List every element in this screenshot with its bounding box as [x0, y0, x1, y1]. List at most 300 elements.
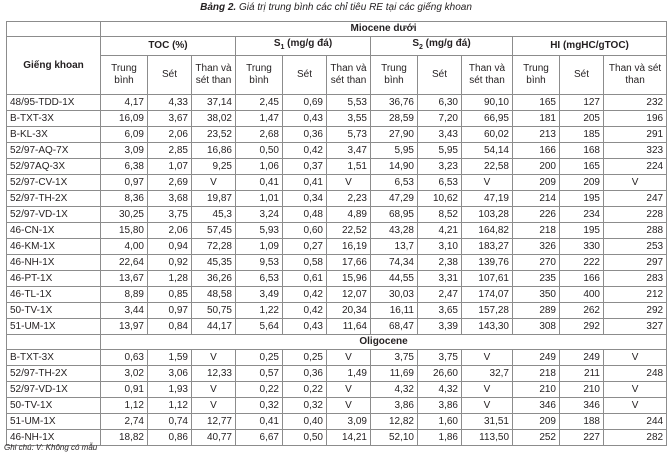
well-name-cell: 52/97-VD-1X — [7, 382, 101, 398]
value-cell: 45,35 — [192, 255, 236, 271]
well-name-cell: 46-PT-1X — [7, 271, 101, 287]
value-cell: 3,31 — [418, 271, 462, 287]
value-cell: 327 — [604, 319, 667, 335]
value-cell: 244 — [604, 414, 667, 430]
value-cell: 157,28 — [462, 303, 513, 319]
value-cell: 45,3 — [192, 207, 236, 223]
well-name-cell: 52/97-CV-1X — [7, 175, 101, 191]
value-cell: 103,28 — [462, 207, 513, 223]
well-name-cell: 50-TV-1X — [7, 303, 101, 319]
value-cell: 14,21 — [327, 430, 371, 446]
value-cell: 2,06 — [148, 223, 192, 239]
value-cell: 22,52 — [327, 223, 371, 239]
value-cell: 0,43 — [283, 319, 327, 335]
table-row — [7, 366, 667, 382]
table-row — [7, 239, 667, 255]
value-cell: V — [462, 350, 513, 366]
value-cell: 2,69 — [148, 175, 192, 191]
value-cell: 224 — [604, 159, 667, 175]
value-cell: 3,02 — [101, 366, 148, 382]
value-cell: 8,52 — [418, 207, 462, 223]
value-cell: 227 — [560, 430, 604, 446]
value-cell: 253 — [604, 239, 667, 255]
value-cell: 12,82 — [371, 414, 418, 430]
value-cell: 17,66 — [327, 255, 371, 271]
table-row — [7, 303, 667, 319]
value-cell: 3,44 — [101, 303, 148, 319]
subheader-cell: Than và sét than — [327, 56, 371, 95]
value-cell: 90,10 — [462, 95, 513, 111]
value-cell: 0,42 — [283, 303, 327, 319]
value-cell: 3,75 — [148, 207, 192, 223]
value-cell: 44,17 — [192, 319, 236, 335]
value-cell: 11,69 — [371, 366, 418, 382]
value-cell: 0,41 — [236, 414, 283, 430]
value-cell: 0,42 — [283, 143, 327, 159]
well-name-cell: 51-UM-1X — [7, 414, 101, 430]
subheader-cell: Than và sét than — [604, 56, 667, 95]
value-cell: V — [192, 398, 236, 414]
value-cell: 23,52 — [192, 127, 236, 143]
table-row — [7, 111, 667, 127]
table-row — [7, 350, 667, 366]
value-cell: 13,67 — [101, 271, 148, 287]
well-name-cell: 46-CN-1X — [7, 223, 101, 239]
value-cell: 3,55 — [327, 111, 371, 127]
value-cell: 6,30 — [418, 95, 462, 111]
value-cell: 5,73 — [327, 127, 371, 143]
value-cell: 107,61 — [462, 271, 513, 287]
well-name-cell: 52/97AQ-3X — [7, 159, 101, 175]
table-row — [7, 191, 667, 207]
value-cell: 0,41 — [236, 175, 283, 191]
value-cell: 11,64 — [327, 319, 371, 335]
value-cell: 0,36 — [283, 127, 327, 143]
value-cell: 166 — [560, 271, 604, 287]
well-name-cell: 52/97-AQ-7X — [7, 143, 101, 159]
value-cell: 3,06 — [148, 366, 192, 382]
subheader-cell: Sét — [560, 56, 604, 95]
value-cell: 72,28 — [192, 239, 236, 255]
value-cell: 3,43 — [418, 127, 462, 143]
subheader-cell: Sét — [148, 56, 192, 95]
value-cell: 235 — [513, 271, 560, 287]
subheader-cell: Trung bình — [101, 56, 148, 95]
value-cell: 248 — [604, 366, 667, 382]
well-name-cell: 48/95-TDD-1X — [7, 95, 101, 111]
value-cell: 32,7 — [462, 366, 513, 382]
value-cell: 36,26 — [192, 271, 236, 287]
value-cell: 6,09 — [101, 127, 148, 143]
value-cell: 323 — [604, 143, 667, 159]
value-cell: 308 — [513, 319, 560, 335]
footnote: Ghi chú: V: Không có mẫu — [4, 443, 98, 452]
value-cell: 282 — [604, 430, 667, 446]
value-cell: 6,53 — [371, 175, 418, 191]
value-cell: 0,27 — [283, 239, 327, 255]
value-cell: 166 — [513, 143, 560, 159]
value-cell: 183,27 — [462, 239, 513, 255]
value-cell: 0,91 — [101, 382, 148, 398]
value-cell: 8,36 — [101, 191, 148, 207]
value-cell: V — [462, 398, 513, 414]
value-cell: 8,89 — [101, 287, 148, 303]
section-header-row — [7, 22, 667, 37]
value-cell: 0,48 — [283, 207, 327, 223]
subheader-cell: Trung bình — [236, 56, 283, 95]
value-cell: 44,55 — [371, 271, 418, 287]
value-cell: 210 — [560, 382, 604, 398]
value-cell: 249 — [513, 350, 560, 366]
table-caption — [0, 2, 672, 14]
value-cell: 209 — [513, 175, 560, 191]
group-hi: HI (mgHC/gTOC) — [513, 37, 667, 56]
value-cell: 16,11 — [371, 303, 418, 319]
well-name-cell: 46-NH-1X — [7, 430, 101, 446]
section-header-row — [7, 335, 667, 350]
value-cell: 2,23 — [327, 191, 371, 207]
value-cell: 4,17 — [101, 95, 148, 111]
value-cell: 3,86 — [418, 398, 462, 414]
value-cell: V — [327, 175, 371, 191]
value-cell: 2,68 — [236, 127, 283, 143]
value-cell: V — [192, 350, 236, 366]
value-cell: 292 — [604, 303, 667, 319]
subheader-cell: Trung bình — [371, 56, 418, 95]
value-cell: 9,53 — [236, 255, 283, 271]
value-cell: V — [192, 175, 236, 191]
subheader-cell: Trung bình — [513, 56, 560, 95]
value-cell: 252 — [513, 430, 560, 446]
section-oligocene: Oligocene — [101, 335, 667, 350]
value-cell: 2,06 — [148, 127, 192, 143]
value-cell: 27,90 — [371, 127, 418, 143]
well-name-cell: B-TXT-3X — [7, 111, 101, 127]
table-row — [7, 414, 667, 430]
value-cell: 400 — [560, 287, 604, 303]
value-cell: 47,19 — [462, 191, 513, 207]
value-cell: 127 — [560, 95, 604, 111]
value-cell: 181 — [513, 111, 560, 127]
value-cell: 168 — [560, 143, 604, 159]
value-cell: 22,64 — [101, 255, 148, 271]
value-cell: 228 — [604, 207, 667, 223]
value-cell: 0,22 — [236, 382, 283, 398]
table-row — [7, 175, 667, 191]
table-row — [7, 255, 667, 271]
value-cell: 0,61 — [283, 271, 327, 287]
value-cell: 31,51 — [462, 414, 513, 430]
value-cell: V — [604, 175, 667, 191]
value-cell: 3,39 — [418, 319, 462, 335]
value-cell: 209 — [513, 414, 560, 430]
value-cell: 54,14 — [462, 143, 513, 159]
well-name-cell: 52/97-TH-2X — [7, 191, 101, 207]
value-cell: 3,75 — [371, 350, 418, 366]
value-cell: 14,90 — [371, 159, 418, 175]
value-cell: 188 — [560, 414, 604, 430]
value-cell: 16,09 — [101, 111, 148, 127]
value-cell: 247 — [604, 191, 667, 207]
value-cell: 2,38 — [418, 255, 462, 271]
value-cell: 0,57 — [236, 366, 283, 382]
value-cell: 326 — [513, 239, 560, 255]
well-name-cell: 52/97-TH-2X — [7, 366, 101, 382]
well-name-cell: 46-TL-1X — [7, 287, 101, 303]
value-cell: 222 — [560, 255, 604, 271]
value-cell: 0,84 — [148, 319, 192, 335]
value-cell: 0,42 — [283, 287, 327, 303]
value-cell: 57,45 — [192, 223, 236, 239]
value-cell: 1,51 — [327, 159, 371, 175]
value-cell: 0,32 — [236, 398, 283, 414]
value-cell: 3,86 — [371, 398, 418, 414]
value-cell: 0,92 — [148, 255, 192, 271]
value-cell: 1,93 — [148, 382, 192, 398]
table-row — [7, 207, 667, 223]
value-cell: 1,49 — [327, 366, 371, 382]
value-cell: 3,24 — [236, 207, 283, 223]
blank-cell — [7, 335, 101, 350]
value-cell: 12,77 — [192, 414, 236, 430]
value-cell: 185 — [560, 127, 604, 143]
value-cell: 13,7 — [371, 239, 418, 255]
value-cell: 6,67 — [236, 430, 283, 446]
value-cell: 2,85 — [148, 143, 192, 159]
value-cell: 212 — [604, 287, 667, 303]
value-cell: 195 — [560, 223, 604, 239]
subheader-cell: Than và sét than — [462, 56, 513, 95]
value-cell: 297 — [604, 255, 667, 271]
value-cell: 0,36 — [283, 366, 327, 382]
value-cell: 13,97 — [101, 319, 148, 335]
value-cell: V — [462, 382, 513, 398]
table-row — [7, 287, 667, 303]
value-cell: 0,40 — [283, 414, 327, 430]
value-cell: 19,87 — [192, 191, 236, 207]
value-cell: 0,74 — [148, 414, 192, 430]
table-row — [7, 430, 667, 446]
value-cell: 330 — [560, 239, 604, 255]
value-cell: 68,95 — [371, 207, 418, 223]
value-cell: 6,38 — [101, 159, 148, 175]
value-cell: 3,09 — [101, 143, 148, 159]
value-cell: 0,32 — [283, 398, 327, 414]
value-cell: 346 — [513, 398, 560, 414]
value-cell: 22,58 — [462, 159, 513, 175]
value-cell: 74,34 — [371, 255, 418, 271]
value-cell: 249 — [560, 350, 604, 366]
value-cell: 1,86 — [418, 430, 462, 446]
value-cell: 12,33 — [192, 366, 236, 382]
value-cell: 0,85 — [148, 287, 192, 303]
value-cell: 1,12 — [101, 398, 148, 414]
value-cell: 0,22 — [283, 382, 327, 398]
results-table — [6, 21, 667, 446]
value-cell: 9,25 — [192, 159, 236, 175]
value-cell: 195 — [560, 191, 604, 207]
value-cell: 3,47 — [327, 143, 371, 159]
table-row — [7, 143, 667, 159]
value-cell: 5,53 — [327, 95, 371, 111]
well-name-cell: 50-TV-1X — [7, 398, 101, 414]
value-cell: 1,60 — [418, 414, 462, 430]
value-cell: 52,10 — [371, 430, 418, 446]
value-cell: 0,37 — [283, 159, 327, 175]
well-column-header: Giếng khoan — [7, 37, 101, 95]
value-cell: V — [327, 382, 371, 398]
value-cell: 5,95 — [371, 143, 418, 159]
value-cell: 232 — [604, 95, 667, 111]
table-row — [7, 398, 667, 414]
value-cell: 5,64 — [236, 319, 283, 335]
value-cell: 262 — [560, 303, 604, 319]
value-cell: 226 — [513, 207, 560, 223]
table-row — [7, 95, 667, 111]
value-cell: 4,32 — [418, 382, 462, 398]
value-cell: 4,32 — [371, 382, 418, 398]
value-cell: 4,89 — [327, 207, 371, 223]
value-cell: 16,86 — [192, 143, 236, 159]
value-cell: 4,33 — [148, 95, 192, 111]
table-row — [7, 223, 667, 239]
table-body — [7, 22, 667, 446]
value-cell: 0,86 — [148, 430, 192, 446]
value-cell: 16,19 — [327, 239, 371, 255]
value-cell: 3,23 — [418, 159, 462, 175]
table-row — [7, 127, 667, 143]
value-cell: 0,43 — [283, 111, 327, 127]
value-cell: 0,97 — [148, 303, 192, 319]
value-cell: V — [604, 350, 667, 366]
value-cell: 3,67 — [148, 111, 192, 127]
value-cell: 143,30 — [462, 319, 513, 335]
value-cell: 291 — [604, 127, 667, 143]
table-row — [7, 159, 667, 175]
value-cell: 211 — [560, 366, 604, 382]
value-cell: 165 — [560, 159, 604, 175]
value-cell: 3,49 — [236, 287, 283, 303]
group-toc: TOC (%) — [101, 37, 236, 56]
value-cell: V — [192, 382, 236, 398]
value-cell: 0,94 — [148, 239, 192, 255]
table-row — [7, 319, 667, 335]
subheader-row — [7, 56, 667, 95]
value-cell: 213 — [513, 127, 560, 143]
value-cell: 234 — [560, 207, 604, 223]
value-cell: 139,76 — [462, 255, 513, 271]
value-cell: 5,95 — [418, 143, 462, 159]
value-cell: 5,93 — [236, 223, 283, 239]
value-cell: 196 — [604, 111, 667, 127]
value-cell: 1,12 — [148, 398, 192, 414]
table-row — [7, 271, 667, 287]
group-header-row — [7, 37, 667, 56]
value-cell: 0,50 — [283, 430, 327, 446]
value-cell: 38,02 — [192, 111, 236, 127]
value-cell: V — [462, 175, 513, 191]
value-cell: 3,65 — [418, 303, 462, 319]
value-cell: 0,41 — [283, 175, 327, 191]
value-cell: 66,95 — [462, 111, 513, 127]
value-cell: 3,10 — [418, 239, 462, 255]
value-cell: 10,62 — [418, 191, 462, 207]
value-cell: 12,07 — [327, 287, 371, 303]
value-cell: V — [327, 398, 371, 414]
blank-corner-cell — [7, 22, 101, 37]
value-cell: V — [604, 398, 667, 414]
value-cell: 43,28 — [371, 223, 418, 239]
subheader-cell: Sét — [418, 56, 462, 95]
value-cell: 3,75 — [418, 350, 462, 366]
value-cell: 3,68 — [148, 191, 192, 207]
value-cell: 26,60 — [418, 366, 462, 382]
value-cell: 0,97 — [101, 175, 148, 191]
value-cell: 0,60 — [283, 223, 327, 239]
well-name-cell: B-TXT-3X — [7, 350, 101, 366]
value-cell: 0,50 — [236, 143, 283, 159]
value-cell: 28,59 — [371, 111, 418, 127]
caption-label: Bảng 2. — [200, 2, 237, 13]
value-cell: 218 — [513, 366, 560, 382]
value-cell: 0,25 — [236, 350, 283, 366]
value-cell: 113,50 — [462, 430, 513, 446]
value-cell: 30,25 — [101, 207, 148, 223]
value-cell: 68,47 — [371, 319, 418, 335]
group-s2: $S_2$ (mg/g đá) — [371, 37, 513, 56]
value-cell: 0,25 — [283, 350, 327, 366]
value-cell: 283 — [604, 271, 667, 287]
value-cell: 1,07 — [148, 159, 192, 175]
value-cell: 346 — [560, 398, 604, 414]
value-cell: 218 — [513, 223, 560, 239]
value-cell: 0,63 — [101, 350, 148, 366]
value-cell: 18,82 — [101, 430, 148, 446]
value-cell: 2,45 — [236, 95, 283, 111]
subheader-cell: Than và sét than — [192, 56, 236, 95]
well-name-cell: 51-UM-1X — [7, 319, 101, 335]
value-cell: 165 — [513, 95, 560, 111]
value-cell: 270 — [513, 255, 560, 271]
value-cell: 174,07 — [462, 287, 513, 303]
value-cell: 47,29 — [371, 191, 418, 207]
value-cell: 0,34 — [283, 191, 327, 207]
value-cell: 0,69 — [283, 95, 327, 111]
value-cell: 4,00 — [101, 239, 148, 255]
value-cell: 60,02 — [462, 127, 513, 143]
value-cell: 214 — [513, 191, 560, 207]
value-cell: 1,22 — [236, 303, 283, 319]
value-cell: 289 — [513, 303, 560, 319]
value-cell: 6,53 — [236, 271, 283, 287]
value-cell: 292 — [560, 319, 604, 335]
value-cell: 1,28 — [148, 271, 192, 287]
value-cell: V — [604, 382, 667, 398]
well-name-cell: 46-KM-1X — [7, 239, 101, 255]
value-cell: 205 — [560, 111, 604, 127]
value-cell: 1,06 — [236, 159, 283, 175]
well-name-cell: B-KL-3X — [7, 127, 101, 143]
value-cell: 164,82 — [462, 223, 513, 239]
value-cell: 37,14 — [192, 95, 236, 111]
value-cell: 20,34 — [327, 303, 371, 319]
value-cell: V — [327, 350, 371, 366]
value-cell: 15,80 — [101, 223, 148, 239]
value-cell: 40,77 — [192, 430, 236, 446]
value-cell: 7,20 — [418, 111, 462, 127]
value-cell: 1,09 — [236, 239, 283, 255]
value-cell: 209 — [560, 175, 604, 191]
